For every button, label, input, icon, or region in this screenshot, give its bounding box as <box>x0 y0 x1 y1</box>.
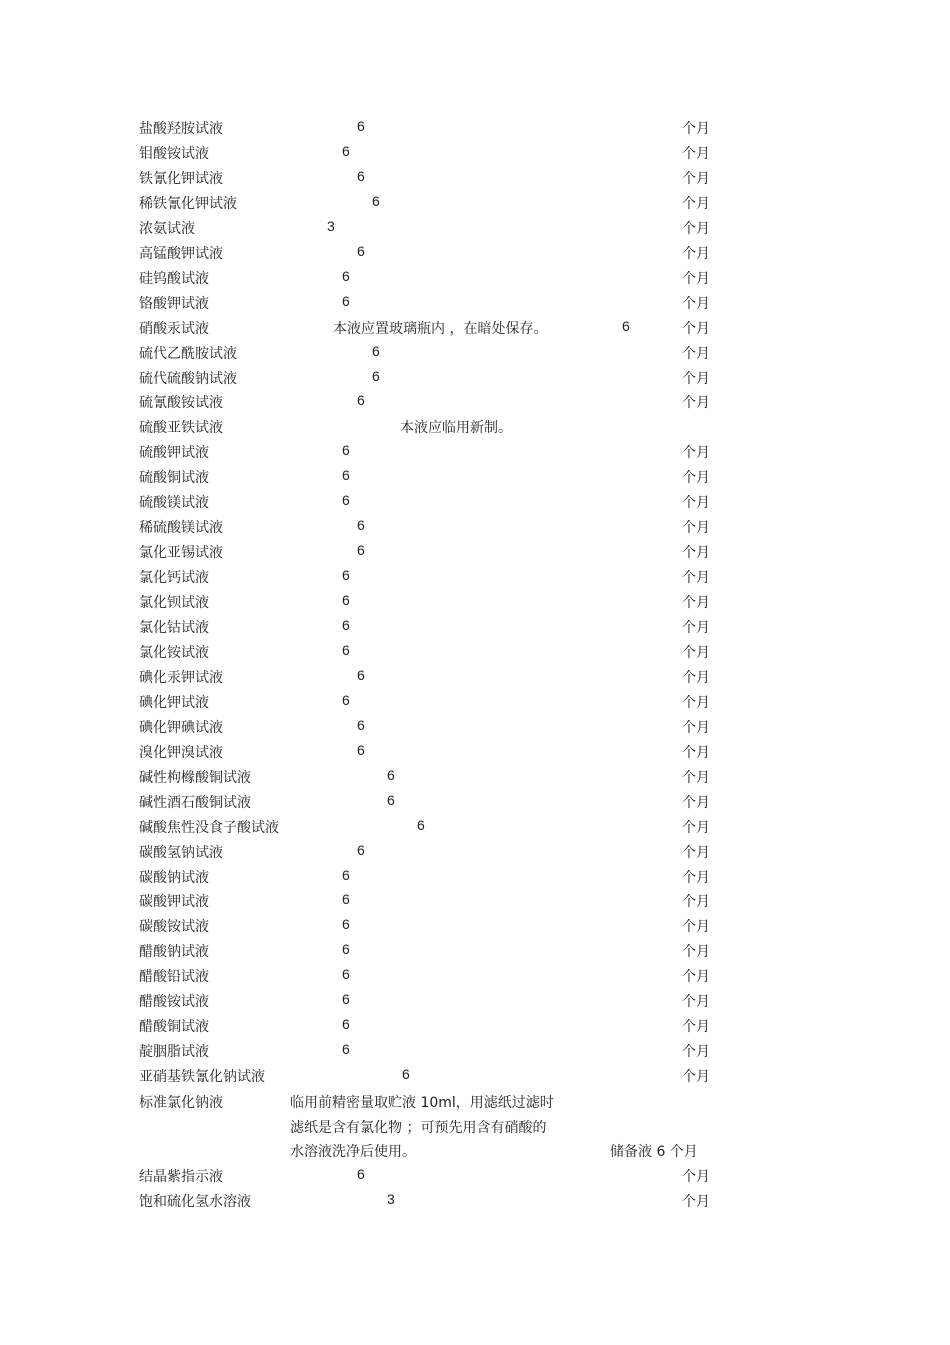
period-unit: 个月 <box>682 1069 710 1086</box>
table-row <box>0 392 950 416</box>
storage-period: 储备液 6 个月 <box>610 1144 698 1160</box>
table-row <box>0 767 950 791</box>
table-row <box>0 916 950 940</box>
validity-period: 6 <box>342 292 350 309</box>
reagent-name: 醋酸铵试液 <box>139 994 209 1011</box>
reagent-name: 亚硝基铁氰化钠试液 <box>139 1069 265 1086</box>
period-unit: 个月 <box>682 270 710 287</box>
reagent-name: 氯化铵试液 <box>139 644 209 661</box>
validity-period: 6 <box>342 641 350 658</box>
period-unit: 个月 <box>682 1019 710 1036</box>
storage-note: 本液应临用新制。 <box>400 420 512 437</box>
period-unit: 个月 <box>682 320 710 337</box>
validity-period: 6 <box>342 941 350 958</box>
validity-period: 6 <box>342 966 350 983</box>
table-row <box>0 617 950 641</box>
validity-period: 6 <box>342 1041 350 1058</box>
validity-period: 6 <box>342 916 350 933</box>
table-row <box>0 642 950 666</box>
period-unit: 个月 <box>682 1194 710 1210</box>
reagent-name: 碘化钾碘试液 <box>139 719 223 736</box>
period-unit: 个月 <box>682 395 710 412</box>
validity-period: 6 <box>357 741 365 758</box>
reagent-name: 硫氰酸铵试液 <box>139 395 223 412</box>
reagent-name: 碳酸钠试液 <box>139 869 209 886</box>
table-row <box>0 417 950 441</box>
reagent-name: 碱性枸橼酸铜试液 <box>139 769 251 786</box>
reagent-name: 硫酸钾试液 <box>139 445 209 462</box>
table-row <box>0 118 950 142</box>
table-row <box>0 1191 950 1215</box>
validity-period: 6 <box>357 167 365 184</box>
period-unit: 个月 <box>682 570 710 587</box>
reagent-name: 碱酸焦性没食子酸试液 <box>139 819 279 836</box>
validity-period: 6 <box>357 1166 365 1182</box>
reagent-name: 硫酸镁试液 <box>139 495 209 512</box>
table-row <box>0 1066 950 1090</box>
period-unit: 个月 <box>682 121 710 137</box>
period-unit: 个月 <box>682 1044 710 1061</box>
reagent-name: 钼酸铵试液 <box>139 145 209 162</box>
validity-period: 6 <box>342 1016 350 1033</box>
reagent-name: 硝酸汞试液 <box>139 320 209 337</box>
validity-period: 6 <box>357 542 365 559</box>
period-unit: 个月 <box>682 769 710 786</box>
table-row <box>0 817 950 841</box>
validity-period: 6 <box>342 592 350 609</box>
reagent-name: 高锰酸钾试液 <box>139 245 223 262</box>
reagent-name: 碳酸铵试液 <box>139 919 209 936</box>
reagent-name: 氯化钴试液 <box>139 620 209 636</box>
validity-period: 3 <box>327 217 335 234</box>
validity-period: 6 <box>372 342 380 359</box>
validity-period: 6 <box>342 567 350 584</box>
table-row <box>0 842 950 866</box>
table-row <box>0 891 950 915</box>
validity-period: 6 <box>357 242 365 259</box>
period-unit: 个月 <box>682 470 710 487</box>
validity-period: 6 <box>342 991 350 1008</box>
reagent-name: 稀硫酸镁试液 <box>139 520 223 537</box>
period-unit: 个月 <box>682 345 710 362</box>
validity-period: 6 <box>357 392 365 409</box>
table-row <box>0 592 950 616</box>
table-row <box>0 193 950 217</box>
reagent-name: 硫代乙酰胺试液 <box>139 345 237 362</box>
validity-period: 6 <box>342 891 350 908</box>
validity-period: 6 <box>357 716 365 733</box>
validity-period: 3 <box>387 1191 395 1207</box>
reagent-name: 醋酸铜试液 <box>139 1019 209 1036</box>
reagent-name: 碘化汞钾试液 <box>139 669 223 686</box>
period-unit: 个月 <box>682 919 710 936</box>
validity-period: 6 <box>342 467 350 484</box>
table-row <box>0 467 950 491</box>
period-unit: 个月 <box>682 495 710 512</box>
period-unit: 个月 <box>682 195 710 212</box>
reagent-name: 氯化钙试液 <box>139 570 209 587</box>
reagent-name: 碱性酒石酸铜试液 <box>139 794 251 811</box>
table-row <box>0 1041 950 1065</box>
table-row <box>0 542 950 566</box>
period-unit: 个月 <box>682 145 710 162</box>
reagent-name: 硫酸亚铁试液 <box>139 420 223 437</box>
table-row <box>0 168 950 192</box>
period-unit: 个月 <box>682 844 710 861</box>
reagent-name: 稀铁氰化钾试液 <box>139 195 237 212</box>
period-unit: 个月 <box>682 969 710 986</box>
table-row <box>0 517 950 541</box>
period-unit: 个月 <box>682 520 710 537</box>
table-row <box>0 742 950 766</box>
period-unit: 个月 <box>682 1169 710 1185</box>
validity-period: 6 <box>342 492 350 509</box>
reagent-name: 饱和硫化氢水溶液 <box>139 1194 251 1210</box>
table-row <box>0 268 950 292</box>
period-unit: 个月 <box>682 719 710 736</box>
period-unit: 个月 <box>682 644 710 661</box>
table-row <box>0 667 950 691</box>
table-row <box>0 492 950 516</box>
reagent-name: 碳酸氢钠试液 <box>139 844 223 861</box>
reagent-name: 铁氰化钾试液 <box>139 170 223 187</box>
validity-period: 6 <box>357 666 365 683</box>
period-unit: 个月 <box>682 170 710 187</box>
reagent-name: 氯化亚锡试液 <box>139 545 223 562</box>
period-unit: 个月 <box>682 894 710 911</box>
table-row <box>0 143 950 167</box>
table-row <box>0 567 950 591</box>
table-row <box>0 1166 950 1190</box>
reagent-name: 碘化钾试液 <box>139 694 209 711</box>
validity-period: 6 <box>387 791 395 808</box>
validity-period: 6 <box>357 118 365 134</box>
table-row <box>0 717 950 741</box>
reagent-name: 氯化钡试液 <box>139 595 209 612</box>
reagent-name: 溴化钾溴试液 <box>139 744 223 761</box>
validity-period: 6 <box>342 617 350 633</box>
period-unit: 个月 <box>682 744 710 761</box>
reagent-name: 硅钨酸试液 <box>139 270 209 287</box>
preparation-note-line-1: 临用前精密量取贮液 10ml，用滤纸过滤时 <box>290 1095 554 1111</box>
table-row <box>0 293 950 317</box>
table-row <box>0 343 950 367</box>
validity-period: 6 <box>387 766 395 783</box>
validity-period: 6 <box>622 317 630 334</box>
period-unit: 个月 <box>682 595 710 612</box>
reagent-name: 标准氯化钠液 <box>139 1095 223 1111</box>
validity-period: 6 <box>417 816 425 833</box>
table-row <box>0 442 950 466</box>
period-unit: 个月 <box>682 220 710 237</box>
table-row <box>0 218 950 242</box>
period-unit: 个月 <box>682 370 710 387</box>
reagent-name: 铬酸钾试液 <box>139 295 209 312</box>
table-row <box>0 243 950 267</box>
reagent-name: 靛胭脂试液 <box>139 1044 209 1061</box>
validity-period: 6 <box>342 866 350 883</box>
period-unit: 个月 <box>682 445 710 462</box>
period-unit: 个月 <box>682 669 710 686</box>
reagent-name: 结晶紫指示液 <box>139 1169 223 1185</box>
reagent-name: 浓氨试液 <box>139 220 195 237</box>
reagent-name: 碳酸钾试液 <box>139 894 209 911</box>
period-unit: 个月 <box>682 545 710 562</box>
period-unit: 个月 <box>682 295 710 312</box>
table-row <box>0 1016 950 1040</box>
reagent-name: 醋酸铅试液 <box>139 969 209 986</box>
storage-note: 本液应置玻璃瓶内 ，在暗处保存。 <box>333 320 548 337</box>
period-unit: 个月 <box>682 819 710 836</box>
table-row <box>0 941 950 965</box>
period-unit: 个月 <box>682 694 710 711</box>
validity-period: 6 <box>372 192 380 209</box>
reagent-name: 盐酸羟胺试液 <box>139 121 223 137</box>
table-row <box>0 966 950 990</box>
reagent-name: 硫代硫酸钠试液 <box>139 370 237 387</box>
period-unit: 个月 <box>682 994 710 1011</box>
validity-period: 6 <box>342 142 350 159</box>
period-unit: 个月 <box>682 869 710 886</box>
reagent-name: 硫酸铜试液 <box>139 470 209 487</box>
validity-period: 6 <box>372 367 380 384</box>
period-unit: 个月 <box>682 944 710 961</box>
table-row <box>0 318 950 342</box>
validity-period: 6 <box>342 442 350 459</box>
reagent-name: 醋酸钠试液 <box>139 944 209 961</box>
period-unit: 个月 <box>682 620 710 636</box>
validity-period: 6 <box>342 267 350 284</box>
period-unit: 个月 <box>682 245 710 262</box>
table-row <box>0 867 950 891</box>
table-row <box>0 692 950 716</box>
validity-period: 6 <box>402 1066 410 1083</box>
validity-period: 6 <box>342 691 350 708</box>
table-row <box>0 792 950 816</box>
period-unit: 个月 <box>682 794 710 811</box>
validity-period: 6 <box>357 517 365 534</box>
table-row <box>0 368 950 392</box>
preparation-note-line-3: 水溶液洗净后使用。 <box>290 1144 416 1160</box>
preparation-note-line-2: 滤纸是含有氯化物 ；可预先用含有硝酸的 <box>290 1120 547 1136</box>
validity-period: 6 <box>357 841 365 858</box>
table-row <box>0 991 950 1015</box>
